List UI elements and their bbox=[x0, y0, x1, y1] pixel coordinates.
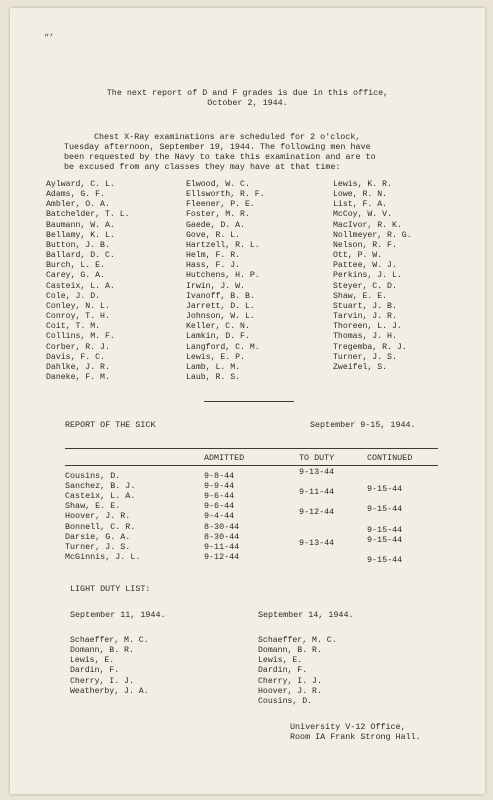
light-duty-name: Schaeffer, M. C. bbox=[70, 636, 149, 645]
sick-cell-continued: 9-15-44 bbox=[367, 534, 403, 545]
table-top-rule bbox=[65, 448, 438, 449]
sick-cell-to-duty: 9-11-44 bbox=[299, 487, 335, 498]
sick-cell-continued: 9-15-44 bbox=[367, 554, 403, 565]
signature-line-2: Room IA Frank Strong Hall. bbox=[290, 732, 421, 742]
sick-report-title: REPORT OF THE SICK bbox=[65, 420, 156, 430]
header-admitted: ADMITTED bbox=[204, 453, 245, 463]
light-duty-name: Cousins, D. bbox=[258, 696, 313, 706]
sick-cell-admitted: 9-6-44 bbox=[204, 491, 235, 502]
name-entry: Helm, F. R. bbox=[186, 251, 241, 261]
name-entry: Thomas, J. H. bbox=[333, 332, 397, 342]
name-entry: List, F. A. bbox=[333, 200, 388, 210]
name-entry: Irwin, J. W. bbox=[186, 281, 245, 291]
name-entry: Jarrett, D. L. bbox=[186, 301, 255, 311]
name-entry: Ivanoff, B. B. bbox=[186, 291, 255, 301]
name-entry: Pattee, W. J. bbox=[333, 261, 397, 271]
xray-paragraph bbox=[64, 132, 439, 172]
name-entry: Conley, N. L. bbox=[46, 301, 110, 311]
light-duty-name: Dardin, F. bbox=[258, 666, 308, 676]
sick-cell-admitted: 9-4-44 bbox=[204, 511, 235, 522]
name-entry: Daneke, F. M. bbox=[46, 372, 110, 382]
name-entry: Casteix, L. A. bbox=[46, 281, 115, 291]
light-duty-name: Domann, B. R. bbox=[70, 646, 134, 656]
light-duty-name: Domann, B. R. bbox=[258, 646, 322, 656]
xray-line: been requested by the Navy to take this examination and are to bbox=[64, 152, 376, 162]
light-duty-name: Weatherby, J. A. bbox=[70, 686, 149, 696]
name-entry: MacIvor, R. K. bbox=[333, 220, 402, 230]
sick-cell-name: Darsie, G. A. bbox=[65, 531, 131, 542]
sick-cell-admitted: 9-8-44 bbox=[204, 471, 235, 481]
name-entry: Ott, P. W. bbox=[333, 251, 383, 261]
light-duty-left-list bbox=[70, 636, 149, 697]
name-entry: Thoreen, L. J. bbox=[333, 322, 402, 332]
notice-line-2: October 2, 1944. bbox=[207, 98, 288, 108]
name-entry: Adams, G. F. bbox=[46, 190, 105, 200]
name-entry: Collins, M. F. bbox=[46, 332, 115, 342]
sick-cell-admitted: 9-11-44 bbox=[204, 541, 240, 552]
name-entry: Tregemba, R. J. bbox=[333, 342, 407, 352]
sick-cell-name: Bonnell, C. R. bbox=[65, 521, 136, 532]
sick-cell-continued: 9-15-44 bbox=[367, 524, 403, 535]
sick-cell-admitted: 9-6-44 bbox=[204, 501, 235, 512]
corner-mark: „, bbox=[44, 28, 55, 38]
header-continued: CONTINUED bbox=[367, 453, 413, 463]
light-duty-left-date: September 11, 1944. bbox=[70, 610, 166, 620]
sick-cell-admitted: 8-30-44 bbox=[204, 531, 240, 542]
signature-line-1: University V-12 Office, bbox=[290, 722, 406, 732]
name-entry: Stuart, J. B. bbox=[333, 301, 397, 311]
document-page bbox=[10, 8, 485, 794]
name-entry: Batchelder, T. L. bbox=[46, 210, 130, 220]
sick-cell-to-duty: 9-12-44 bbox=[299, 507, 335, 518]
name-entry: Foster, M. R. bbox=[186, 210, 250, 220]
name-entry: Button, J. B. bbox=[46, 240, 110, 250]
name-entry: Langford, C. M. bbox=[186, 342, 260, 352]
name-entry: Laub, R. S. bbox=[186, 372, 241, 382]
sick-cell-name: Sanchez, B. J. bbox=[65, 481, 136, 492]
name-entry: Lewis, K. R. bbox=[333, 180, 392, 189]
name-entry: Turner, J. S. bbox=[333, 352, 397, 362]
name-entry: Lamkin, D. F. bbox=[186, 332, 250, 342]
sick-cell-continued: 9-15-44 bbox=[367, 484, 403, 495]
name-entry: Baumann, W. A. bbox=[46, 220, 115, 230]
name-entry: Ambler, O. A. bbox=[46, 200, 110, 210]
name-entry: Hass, F. J. bbox=[186, 261, 241, 271]
name-entry: Perkins, J. L. bbox=[333, 271, 402, 281]
name-entry: Elwood, W. C. bbox=[186, 180, 250, 189]
name-entry: Tarvin, J. R. bbox=[333, 312, 397, 322]
name-entry: Hartzell, R. L. bbox=[186, 240, 260, 250]
name-entry: Davis, F. C. bbox=[46, 352, 105, 362]
name-entry: Burch, L. E. bbox=[46, 261, 105, 271]
xray-line: Chest X-Ray examinations are scheduled for 2 o'clock, bbox=[94, 132, 361, 142]
light-duty-right-date: September 14, 1944. bbox=[258, 610, 354, 620]
name-entry: Shaw, E. E. bbox=[333, 291, 388, 301]
light-duty-right-list bbox=[258, 636, 337, 707]
section-divider bbox=[204, 401, 294, 402]
light-duty-name: Hoover, J. R. bbox=[258, 686, 322, 696]
name-entry: Steyer, C. D. bbox=[333, 281, 397, 291]
names-column-1 bbox=[46, 180, 130, 383]
name-entry: Dahlke, J. R. bbox=[46, 362, 110, 372]
name-entry: Ballard, D. C. bbox=[46, 251, 115, 261]
light-duty-title: LIGHT DUTY LIST: bbox=[70, 584, 151, 594]
sick-cell-admitted: 9-12-44 bbox=[204, 551, 240, 562]
light-duty-name: Cherry, I. J. bbox=[70, 676, 134, 686]
sick-cell-name: Shaw, E. E. bbox=[65, 501, 121, 512]
notice-line-1: The next report of D and F grades is due in this office, bbox=[106, 88, 389, 98]
sick-cell-admitted: 8-30-44 bbox=[204, 521, 240, 532]
name-entry: Lewis, E. P. bbox=[186, 352, 245, 362]
sick-cell-name: Turner, J. S. bbox=[65, 541, 131, 552]
name-entry: Bellamy, K. L. bbox=[46, 230, 115, 240]
light-duty-name: Dardin, F. bbox=[70, 666, 120, 676]
sick-cell-admitted: 9-9-44 bbox=[204, 481, 235, 492]
light-duty-name: Lewis, E. bbox=[70, 656, 115, 666]
names-column-2 bbox=[186, 180, 265, 383]
name-entry: Hutchens, H. P. bbox=[186, 271, 260, 281]
name-entry: Aylward, C. L. bbox=[46, 180, 115, 189]
sick-report-dates: September 9-15, 1944. bbox=[310, 420, 416, 430]
name-entry: Keller, C. N. bbox=[186, 322, 250, 332]
name-entry: Corber, R. J. bbox=[46, 342, 110, 352]
name-entry: Carey, G. A. bbox=[46, 271, 105, 281]
name-entry: McCoy, W. V. bbox=[333, 210, 392, 220]
light-duty-name: Lewis, E. bbox=[258, 656, 303, 666]
name-entry: Nelson, R. F. bbox=[333, 240, 397, 250]
sick-cell-continued: 9-15-44 bbox=[367, 504, 403, 515]
name-entry: Coit, T. M. bbox=[46, 322, 101, 332]
name-entry: Lamb, L. M. bbox=[186, 362, 241, 372]
header-to-duty: TO DUTY bbox=[299, 453, 335, 463]
sick-cell-to-duty: 9-13-44 bbox=[299, 537, 335, 548]
xray-line: be excused from any classes they may have at that time: bbox=[64, 162, 341, 172]
light-duty-name: Cherry, I. J. bbox=[258, 676, 322, 686]
names-column-3 bbox=[333, 180, 412, 373]
xray-line: Tuesday afternoon, September 19, 1944. The following men have bbox=[64, 142, 371, 152]
name-entry: Ellsworth, R. F. bbox=[186, 190, 265, 200]
name-entry: Conroy, T. H. bbox=[46, 312, 110, 322]
name-entry: Zweifel, S. bbox=[333, 362, 388, 372]
name-entry: Nollmeyer, R. G. bbox=[333, 230, 412, 240]
sick-cell-name: Hoover, J. R. bbox=[65, 511, 131, 522]
sick-cell-name: Cousins, D. bbox=[65, 471, 121, 481]
name-entry: Fleener, P. E. bbox=[186, 200, 255, 210]
name-entry: Gove, R. L. bbox=[186, 230, 241, 240]
sick-cell-name: McGinnis, J. L. bbox=[65, 551, 141, 562]
light-duty-name: Schaeffer, M. C. bbox=[258, 636, 337, 645]
name-entry: Cole, J. D. bbox=[46, 291, 101, 301]
name-entry: Johnson, W. L. bbox=[186, 312, 255, 322]
table-header-rule bbox=[65, 465, 438, 466]
name-entry: Lowe, R. N. bbox=[333, 190, 388, 200]
sick-cell-name: Casteix, L. A. bbox=[65, 491, 136, 502]
name-entry: Gaede, D. A. bbox=[186, 220, 245, 230]
sick-cell-to-duty: 9-13-44 bbox=[299, 467, 335, 477]
